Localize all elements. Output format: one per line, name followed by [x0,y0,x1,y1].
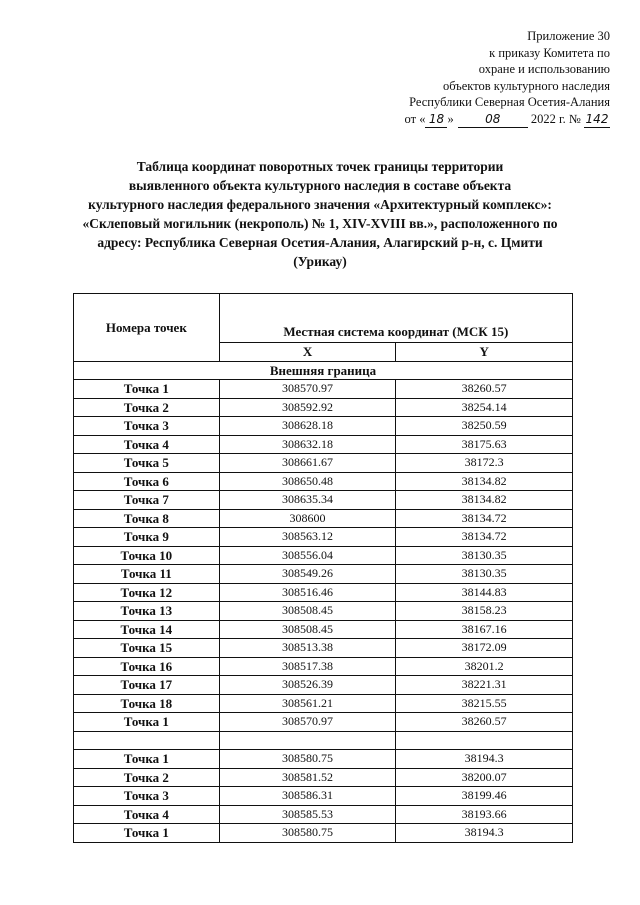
point-label-cell: Точка 15 [74,639,220,658]
y-coordinate-cell: 38199.46 [396,787,573,806]
x-coordinate-cell: 308526.39 [219,676,396,695]
x-coordinate-cell: 308661.67 [219,454,396,473]
y-coordinate-cell: 38134.82 [396,472,573,491]
point-label-cell: Точка 3 [74,417,220,436]
y-coordinate-cell: 38221.31 [396,676,573,695]
x-coordinate-cell: 308632.18 [219,435,396,454]
handwritten-month: 08 [458,111,528,129]
table-row [74,398,573,417]
x-coordinate-cell: 308508.45 [219,620,396,639]
x-coordinate-cell: 308517.38 [219,657,396,676]
point-label-cell: Точка 2 [74,768,220,787]
x-coordinate-cell: 308600 [219,509,396,528]
table-row [74,583,573,602]
title-line: Таблица координат поворотных точек границы территории [136,159,504,174]
table-body [74,361,573,842]
y-coordinate-cell: 38158.23 [396,602,573,621]
point-label-cell: Точка 4 [74,435,220,454]
table-row [74,657,573,676]
y-coordinate-cell: 38144.83 [396,583,573,602]
appendix-header [350,28,610,128]
x-coordinate-cell: 308581.52 [219,768,396,787]
y-coordinate-cell: 38201.2 [396,657,573,676]
date-mid: » [447,111,454,126]
table-row [74,380,573,399]
point-label-cell: Точка 12 [74,583,220,602]
x-coordinate-cell: 308561.21 [219,694,396,713]
table-row [74,528,573,547]
table-row [74,694,573,713]
date-year: 2022 г. № [530,111,581,126]
appendix-line: Приложение 30 [527,29,610,43]
x-coordinate-cell: 308592.92 [219,398,396,417]
point-label-cell: Точка 4 [74,805,220,824]
table-row [74,805,573,824]
appendix-line: объектов культурного наследия [443,78,610,93]
y-coordinate-cell: 38134.72 [396,528,573,547]
title-line: адресу: Республика Северная Осетия-Алания, Алагирский р-н, с. Цмити [97,235,543,250]
y-coordinate-cell: 38134.72 [396,509,573,528]
x-coordinate-cell: 308580.75 [219,824,396,843]
table-row [74,602,573,621]
y-coordinate-cell: 38260.57 [396,713,573,732]
x-coordinate-cell: 308508.45 [219,602,396,621]
table-row [74,620,573,639]
table-row [74,768,573,787]
header-y: Y [396,343,573,362]
point-label-cell: Точка 6 [74,472,220,491]
y-coordinate-cell: 38254.14 [396,398,573,417]
x-coordinate-cell: 308570.97 [219,380,396,399]
table-row [74,676,573,695]
y-coordinate-cell: 38260.57 [396,380,573,399]
point-label-cell: Точка 13 [74,602,220,621]
table-row [74,787,573,806]
table-row [74,565,573,584]
x-coordinate-cell: 308549.26 [219,565,396,584]
table-row [74,713,573,732]
order-date-line [350,111,610,129]
table-row [74,509,573,528]
handwritten-day: 18 [425,111,447,129]
x-coordinate-cell: 308650.48 [219,472,396,491]
point-label-cell: Точка 1 [74,380,220,399]
title-line: культурного наследия федерального значения «Архитектурный комплекс»: [88,197,552,212]
y-coordinate-cell: 38130.35 [396,546,573,565]
empty-cell [74,731,220,750]
x-coordinate-cell: 308580.75 [219,750,396,769]
point-label-cell: Точка 3 [74,787,220,806]
point-label-cell: Точка 5 [74,454,220,473]
y-coordinate-cell: 38193.66 [396,805,573,824]
table-row [74,417,573,436]
empty-cell [396,731,573,750]
title-line: выявленного объекта культурного наследия в составе объекта [128,178,512,193]
x-coordinate-cell: 308513.38 [219,639,396,658]
header-coordinate-system: Местная система координат (МСК 15) [219,294,572,343]
y-coordinate-cell: 38167.16 [396,620,573,639]
document-title [60,157,580,271]
point-label-cell: Точка 9 [74,528,220,547]
separator-row [74,731,573,750]
table-row [74,454,573,473]
table-row [74,491,573,510]
header-point-numbers: Номера точек [74,294,220,362]
x-coordinate-cell: 308586.31 [219,787,396,806]
handwritten-order-number: 142 [584,111,610,129]
x-coordinate-cell: 308585.53 [219,805,396,824]
point-label-cell: Точка 14 [74,620,220,639]
point-label-cell: Точка 10 [74,546,220,565]
y-coordinate-cell: 38130.35 [396,565,573,584]
point-label-cell: Точка 1 [74,750,220,769]
point-label-cell: Точка 11 [74,565,220,584]
table-row [74,750,573,769]
y-coordinate-cell: 38200.07 [396,768,573,787]
coordinates-table [73,293,573,843]
y-coordinate-cell: 38172.09 [396,639,573,658]
appendix-line: Республики Северная Осетия-Алания [409,95,610,109]
table-row [74,639,573,658]
point-label-cell: Точка 18 [74,694,220,713]
section-row [74,361,573,380]
point-label-cell: Точка 1 [74,713,220,732]
table-row [74,435,573,454]
empty-cell [219,731,396,750]
point-label-cell: Точка 2 [74,398,220,417]
section-outer-boundary: Внешняя граница [74,361,573,380]
appendix-line: охране и использованию [478,62,610,76]
point-label-cell: Точка 8 [74,509,220,528]
point-label-cell: Точка 1 [74,824,220,843]
y-coordinate-cell: 38215.55 [396,694,573,713]
x-coordinate-cell: 308563.12 [219,528,396,547]
title-line: «Склеповый могильник (некрополь) № 1, XIV-XVIII вв.», расположенного по [82,216,558,231]
y-coordinate-cell: 38194.3 [396,750,573,769]
x-coordinate-cell: 308635.34 [219,491,396,510]
date-prefix: от « [404,111,426,126]
x-coordinate-cell: 308628.18 [219,417,396,436]
title-line: (Урикау) [293,254,347,269]
point-label-cell: Точка 17 [74,676,220,695]
y-coordinate-cell: 38194.3 [396,824,573,843]
header-x: X [219,343,396,362]
x-coordinate-cell: 308516.46 [219,583,396,602]
table-row [74,824,573,843]
x-coordinate-cell: 308570.97 [219,713,396,732]
table-row [74,472,573,491]
table-row [74,546,573,565]
y-coordinate-cell: 38250.59 [396,417,573,436]
point-label-cell: Точка 16 [74,657,220,676]
appendix-line: к приказу Комитета по [489,45,610,60]
y-coordinate-cell: 38134.82 [396,491,573,510]
x-coordinate-cell: 308556.04 [219,546,396,565]
y-coordinate-cell: 38175.63 [396,435,573,454]
y-coordinate-cell: 38172.3 [396,454,573,473]
point-label-cell: Точка 7 [74,491,220,510]
